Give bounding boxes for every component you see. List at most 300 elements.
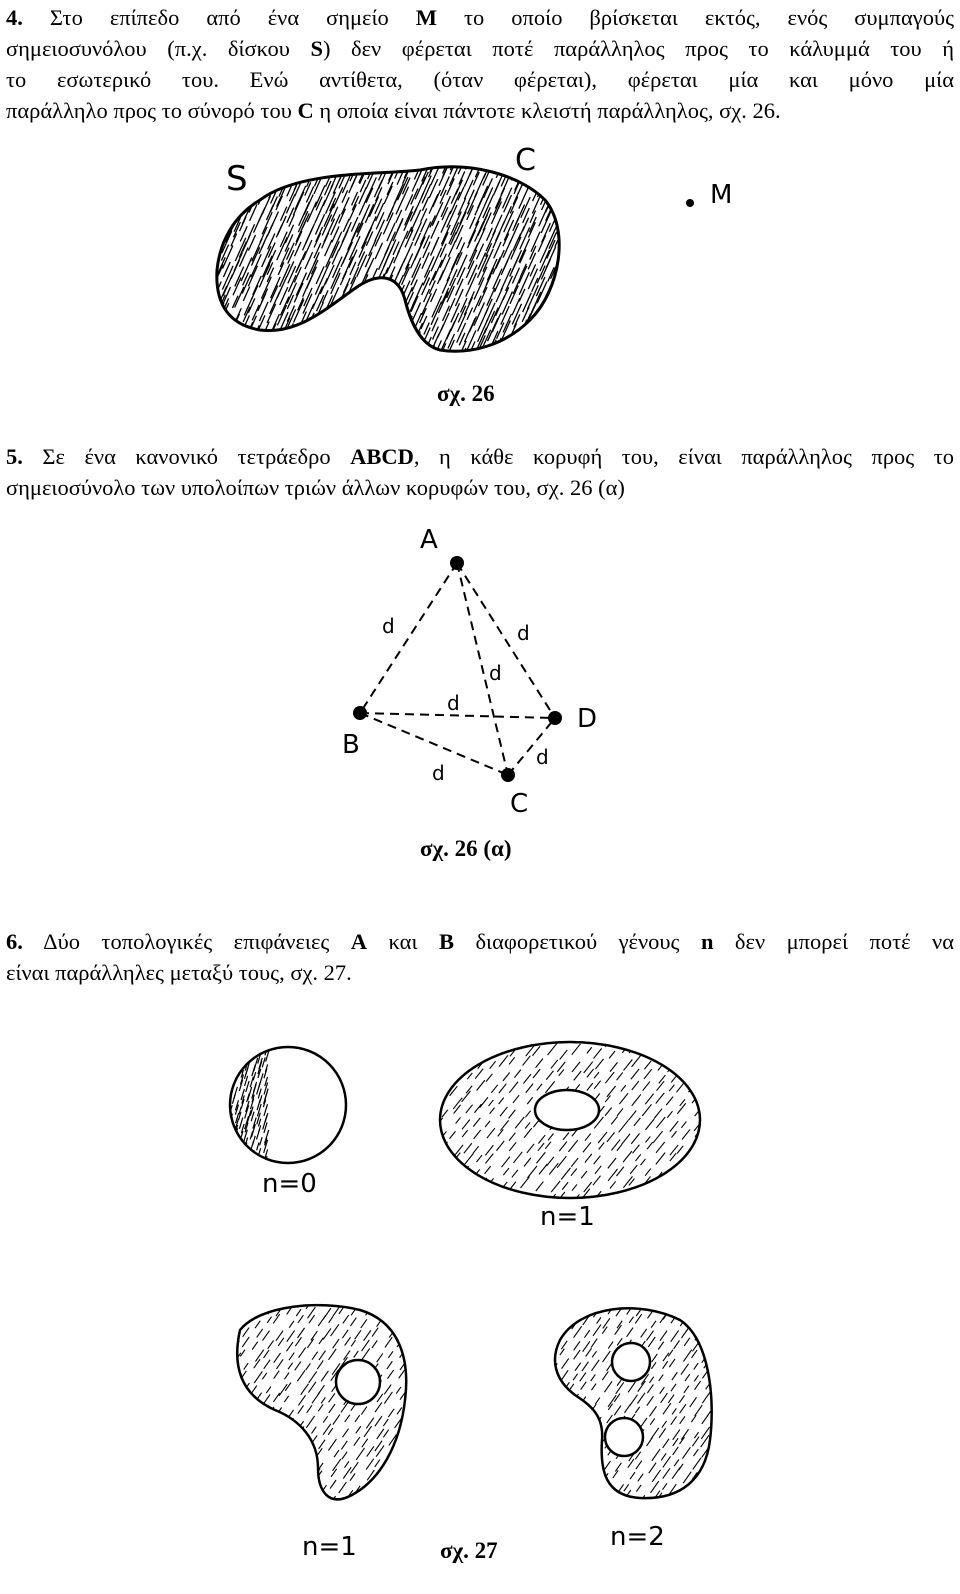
hatch-stroke bbox=[256, 1484, 263, 1494]
hatch-stroke bbox=[549, 1481, 555, 1489]
section-6-line-1: 6. Δύο τοπολογικές επιφάνειες A και B διαφορετικού γένους n δεν μπορεί ποτέ να bbox=[6, 929, 955, 954]
surface-genus-2-hole-bottom bbox=[605, 1418, 643, 1456]
hatch-stroke bbox=[627, 1328, 633, 1337]
hatch-stroke bbox=[581, 1171, 587, 1178]
hatch-stroke bbox=[395, 1463, 401, 1471]
hatch-stroke bbox=[528, 1166, 538, 1178]
hatch-stroke bbox=[661, 1295, 666, 1302]
hatch-stroke bbox=[569, 1482, 575, 1491]
hatch-stroke bbox=[474, 1130, 481, 1139]
hatch-stroke bbox=[583, 1473, 589, 1482]
hatch-stroke bbox=[617, 1072, 623, 1080]
hatch-stroke bbox=[582, 1293, 589, 1304]
hatch-stroke bbox=[246, 1428, 252, 1437]
hatch-stroke bbox=[580, 1450, 585, 1457]
hatch-stroke bbox=[312, 1352, 318, 1360]
hatch-stroke bbox=[671, 1131, 676, 1137]
hatch-stroke bbox=[617, 1362, 622, 1369]
hatch-stroke bbox=[257, 1142, 259, 1150]
hatch-stroke bbox=[547, 1316, 554, 1326]
hatch-stroke bbox=[646, 1437, 652, 1446]
figure-26a-caption: σχ. 26 (α) bbox=[420, 836, 512, 861]
edge-label-ad: d bbox=[517, 621, 530, 645]
hatch-stroke bbox=[363, 1496, 369, 1505]
hatch-stroke bbox=[366, 1504, 372, 1513]
hatch-stroke bbox=[442, 1178, 451, 1190]
hatch-stroke bbox=[233, 1305, 238, 1312]
vertex-c-label: C bbox=[510, 789, 529, 819]
hatch-stroke bbox=[350, 1462, 358, 1473]
hatch-stroke bbox=[396, 1387, 401, 1394]
hatch-stroke bbox=[707, 1492, 714, 1502]
hatch-stroke bbox=[232, 1473, 239, 1482]
hatch-stroke bbox=[250, 1077, 253, 1087]
hatch-stroke bbox=[386, 1491, 391, 1498]
hatch-stroke bbox=[512, 1170, 518, 1178]
hatch-stroke bbox=[645, 1119, 654, 1130]
hatch-stroke bbox=[692, 1155, 697, 1161]
hatch-stroke bbox=[409, 1294, 416, 1305]
hatch-stroke bbox=[574, 1472, 579, 1479]
hatch-stroke bbox=[559, 1069, 564, 1075]
hatch-stroke bbox=[663, 1353, 669, 1361]
hatch-stroke bbox=[674, 1459, 679, 1466]
hatch-stroke bbox=[526, 1084, 533, 1093]
hatch-stroke bbox=[605, 1107, 612, 1115]
hatch-stroke bbox=[257, 1495, 261, 1501]
hatch-stroke bbox=[246, 1473, 254, 1484]
hatch-stroke bbox=[383, 1508, 388, 1515]
hatch-stroke bbox=[362, 1439, 368, 1447]
hatch-stroke bbox=[229, 1152, 232, 1162]
hatch-stroke bbox=[557, 1062, 565, 1072]
hatch-stroke bbox=[246, 1081, 249, 1092]
vertex-d-label: D bbox=[577, 704, 598, 734]
hatch-stroke bbox=[595, 1451, 601, 1460]
hatch-stroke bbox=[546, 1071, 553, 1080]
hatch-stroke bbox=[694, 1071, 703, 1083]
hatch-stroke bbox=[310, 1506, 317, 1516]
hatch-stroke bbox=[407, 1395, 415, 1407]
hatch-stroke bbox=[410, 1470, 414, 1476]
hatch-stroke bbox=[406, 1348, 412, 1356]
hatch-stroke bbox=[364, 1330, 371, 1340]
hatch-stroke bbox=[503, 1073, 510, 1081]
hatch-stroke bbox=[560, 1050, 568, 1060]
hatch-stroke bbox=[561, 1168, 570, 1179]
hatch-stroke bbox=[311, 1427, 316, 1434]
hatch-stroke bbox=[672, 1467, 680, 1478]
hatch-stroke bbox=[548, 1407, 555, 1417]
hatch-stroke bbox=[321, 1397, 325, 1403]
hatch-stroke bbox=[603, 1318, 610, 1328]
hatch-stroke bbox=[547, 1382, 553, 1391]
hatch-stroke bbox=[592, 1360, 600, 1371]
hatch-stroke bbox=[513, 1095, 519, 1103]
hatch-stroke bbox=[277, 1293, 283, 1302]
hatch-stroke bbox=[480, 1097, 488, 1108]
hatch-stroke bbox=[387, 1361, 392, 1369]
hatch-stroke bbox=[234, 1436, 240, 1444]
hatch-stroke bbox=[309, 1371, 317, 1382]
hatch-stroke bbox=[461, 1181, 470, 1192]
hatch-stroke bbox=[694, 1432, 698, 1438]
hatch-stroke bbox=[706, 1304, 714, 1316]
hatch-stroke bbox=[644, 1069, 652, 1079]
hatch-stroke bbox=[569, 1298, 576, 1308]
hatch-stroke bbox=[608, 1158, 616, 1168]
hatch-stroke bbox=[630, 1472, 635, 1479]
hatch-stroke bbox=[537, 1084, 542, 1091]
hatch-stroke bbox=[591, 1384, 596, 1391]
hatch-stroke bbox=[561, 1471, 565, 1477]
hatch-stroke bbox=[455, 1180, 460, 1186]
hatch-stroke bbox=[684, 1338, 690, 1346]
hatch-stroke bbox=[610, 1181, 616, 1188]
hatch-stroke bbox=[616, 1167, 623, 1176]
hatch-stroke bbox=[702, 1371, 708, 1379]
hatch-stroke bbox=[598, 1035, 604, 1043]
hatch-stroke bbox=[608, 1169, 617, 1181]
hatch-stroke bbox=[678, 1045, 687, 1056]
hatch-stroke bbox=[642, 1104, 651, 1116]
hatch-stroke bbox=[253, 1038, 256, 1049]
hatch-stroke bbox=[343, 1429, 349, 1438]
hatch-stroke bbox=[659, 1428, 666, 1437]
hatch-stroke bbox=[572, 1463, 578, 1472]
hatch-stroke bbox=[466, 1105, 473, 1113]
hatch-stroke bbox=[635, 1294, 643, 1306]
hatch-stroke bbox=[345, 1337, 351, 1345]
hatch-stroke bbox=[263, 1116, 267, 1130]
hatch-stroke bbox=[364, 1295, 369, 1302]
hatch-stroke bbox=[626, 1348, 633, 1358]
hatch-stroke bbox=[227, 1141, 230, 1151]
hatch-stroke bbox=[611, 1195, 616, 1201]
hatch-stroke bbox=[461, 1038, 469, 1048]
hatch-stroke bbox=[254, 1438, 259, 1445]
hatch-stroke bbox=[622, 1134, 630, 1144]
hatch-stroke bbox=[667, 1036, 675, 1046]
hatch-stroke bbox=[329, 1404, 335, 1413]
hatch-stroke bbox=[615, 1463, 621, 1472]
hatch-stroke bbox=[375, 1460, 380, 1467]
hatch-stroke bbox=[321, 1371, 328, 1381]
hatch-stroke bbox=[333, 1339, 340, 1348]
hatch-stroke bbox=[616, 1296, 621, 1303]
hatch-stroke bbox=[509, 1142, 516, 1151]
hatch-stroke bbox=[572, 1184, 577, 1190]
hatch-stroke bbox=[319, 1338, 323, 1344]
hatch-stroke bbox=[287, 1330, 295, 1341]
hatch-stroke bbox=[632, 1081, 639, 1090]
hatch-stroke bbox=[330, 1480, 336, 1489]
hatch-stroke bbox=[297, 1328, 304, 1338]
hatch-stroke bbox=[509, 1110, 516, 1119]
hatch-stroke bbox=[663, 1403, 671, 1414]
hatch-stroke bbox=[384, 1385, 391, 1395]
hatch-stroke bbox=[586, 1495, 594, 1506]
hatch-stroke bbox=[456, 1117, 461, 1123]
hatch-stroke bbox=[575, 1437, 580, 1444]
hatch-stroke bbox=[235, 1146, 239, 1159]
hatch-stroke bbox=[233, 1044, 237, 1058]
hatch-stroke bbox=[677, 1169, 682, 1176]
hatch-stroke bbox=[232, 1447, 240, 1459]
hatch-stroke bbox=[449, 1131, 455, 1139]
hatch-stroke bbox=[355, 1330, 361, 1339]
hatch-stroke bbox=[595, 1484, 600, 1491]
hatch-stroke bbox=[570, 1414, 578, 1426]
hatch-stroke bbox=[575, 1363, 581, 1371]
hatch-stroke bbox=[587, 1069, 594, 1077]
hatch-stroke bbox=[477, 1155, 483, 1162]
hatch-stroke bbox=[264, 1041, 267, 1049]
hatch-stroke bbox=[345, 1415, 350, 1422]
hatch-stroke bbox=[285, 1507, 291, 1516]
hatch-stroke bbox=[317, 1360, 323, 1369]
hatch-stroke bbox=[607, 1086, 616, 1097]
hatch-stroke bbox=[356, 1363, 363, 1374]
hatch-stroke bbox=[257, 1129, 260, 1139]
hatch-stroke bbox=[570, 1402, 577, 1412]
hatch-stroke bbox=[356, 1296, 361, 1303]
hatch-stroke bbox=[598, 1132, 607, 1143]
hatch-stroke bbox=[683, 1447, 691, 1458]
hatch-stroke bbox=[582, 1362, 589, 1371]
hatch-stroke bbox=[653, 1131, 662, 1143]
hatch-stroke bbox=[452, 1169, 459, 1178]
hatch-stroke bbox=[673, 1447, 679, 1455]
hatch-stroke bbox=[655, 1191, 660, 1197]
hatch-stroke bbox=[243, 1328, 249, 1337]
hatch-stroke bbox=[240, 1050, 244, 1063]
hatch-stroke bbox=[299, 1462, 306, 1472]
hatch-stroke bbox=[641, 1159, 646, 1165]
hatch-stroke bbox=[666, 1097, 673, 1106]
hatch-stroke bbox=[317, 1448, 322, 1456]
hatch-stroke bbox=[289, 1321, 294, 1328]
hatch-stroke bbox=[690, 1397, 697, 1407]
hatch-stroke bbox=[701, 1299, 706, 1306]
hatch-stroke bbox=[595, 1293, 601, 1302]
hatch-stroke bbox=[604, 1381, 612, 1392]
hatch-stroke bbox=[438, 1191, 448, 1203]
hatch-stroke bbox=[509, 1182, 515, 1190]
hatch-stroke bbox=[656, 1093, 665, 1104]
hatch-stroke bbox=[668, 1045, 675, 1053]
hatch-stroke bbox=[680, 1404, 686, 1413]
surface-genus-2-hole-top bbox=[612, 1343, 650, 1381]
hatch-stroke bbox=[617, 1108, 623, 1115]
figure-27-caption: σχ. 27 bbox=[440, 1538, 498, 1563]
hatch-stroke bbox=[656, 1045, 662, 1053]
hatch-stroke bbox=[546, 1106, 553, 1114]
hatch-stroke bbox=[692, 1350, 698, 1358]
hatch-stroke bbox=[651, 1481, 659, 1493]
section-4-line-2: σημειοσυνόλου (π.χ. δίσκου S) δεν φέρεται ποτέ παράλληλος προς το κάλυμμά του ή bbox=[6, 36, 955, 61]
hatch-stroke bbox=[625, 1368, 633, 1379]
hatch-stroke bbox=[361, 1319, 367, 1328]
hatch-stroke bbox=[411, 1406, 416, 1413]
hatch-stroke bbox=[681, 1429, 688, 1439]
hatch-stroke bbox=[662, 1421, 667, 1428]
hatch-stroke bbox=[616, 1382, 624, 1393]
hatch-stroke bbox=[367, 1446, 374, 1456]
hatch-stroke bbox=[696, 1062, 702, 1069]
hatch-stroke bbox=[645, 1136, 650, 1142]
hatch-stroke bbox=[624, 1484, 629, 1491]
hatch-stroke bbox=[479, 1189, 487, 1200]
hatch-stroke bbox=[408, 1303, 416, 1314]
hatch-stroke bbox=[399, 1494, 406, 1504]
label-torus-genus: n=1 bbox=[540, 1202, 595, 1232]
hatch-stroke bbox=[689, 1047, 694, 1053]
hatch-stroke bbox=[636, 1485, 641, 1492]
hatch-stroke bbox=[695, 1179, 704, 1190]
hatch-stroke bbox=[442, 1168, 448, 1175]
hatch-stroke bbox=[646, 1331, 653, 1341]
label-sphere-genus: n=0 bbox=[262, 1169, 317, 1199]
section-4-line-4: παράλληλο προς το σύνορό του C η οποία είναι πάντοτε κλειστή παράλληλος, σχ. 26. bbox=[6, 98, 781, 123]
hatch-stroke bbox=[244, 1418, 249, 1425]
hatch-stroke bbox=[287, 1451, 293, 1460]
hatch-stroke bbox=[276, 1474, 283, 1484]
hatch-stroke bbox=[614, 1406, 621, 1416]
hatch-stroke bbox=[628, 1382, 635, 1392]
hatch-stroke bbox=[631, 1134, 639, 1144]
hatch-stroke bbox=[473, 1118, 480, 1127]
hatch-stroke bbox=[563, 1132, 569, 1139]
hatch-stroke bbox=[245, 1447, 251, 1455]
hatch-stroke bbox=[632, 1055, 641, 1067]
hatch-stroke bbox=[509, 1082, 518, 1093]
hatch-stroke bbox=[297, 1370, 305, 1381]
hatch-stroke bbox=[240, 1480, 245, 1487]
hatch-stroke bbox=[669, 1189, 678, 1200]
hatch-stroke bbox=[707, 1328, 715, 1339]
hatch-stroke bbox=[645, 1094, 653, 1104]
hatch-stroke bbox=[670, 1145, 678, 1155]
hatch-stroke bbox=[342, 1330, 348, 1338]
hatch-stroke bbox=[244, 1405, 252, 1416]
hatch-stroke bbox=[634, 1118, 640, 1126]
hatch-stroke bbox=[584, 1035, 590, 1042]
hatch-stroke bbox=[551, 1462, 558, 1472]
hatch-stroke bbox=[594, 1081, 600, 1089]
hatch-stroke bbox=[561, 1341, 567, 1349]
hatch-stroke bbox=[583, 1142, 591, 1152]
hatch-stroke bbox=[355, 1415, 360, 1422]
hatch-stroke bbox=[256, 1427, 261, 1435]
hatch-stroke bbox=[681, 1364, 689, 1375]
label-surface-genus-1: n=1 bbox=[302, 1532, 357, 1562]
hatch-stroke bbox=[652, 1449, 660, 1461]
figure-26-caption: σχ. 26 bbox=[437, 381, 495, 406]
hatch-stroke bbox=[660, 1387, 665, 1394]
hatch-stroke bbox=[407, 1369, 413, 1378]
hatch-stroke bbox=[572, 1062, 580, 1072]
hatch-stroke bbox=[375, 1416, 382, 1426]
hatch-stroke bbox=[651, 1321, 656, 1328]
hatch-stroke bbox=[234, 1493, 242, 1505]
edge-label-bd: d bbox=[447, 691, 460, 715]
hatch-stroke bbox=[296, 1448, 302, 1456]
hatch-stroke bbox=[228, 1146, 232, 1160]
hatch-stroke bbox=[307, 1405, 312, 1413]
edge-label-cd: d bbox=[536, 745, 549, 769]
hatch-stroke bbox=[333, 1307, 340, 1316]
hatch-stroke bbox=[548, 1350, 554, 1359]
hatch-stroke bbox=[595, 1398, 600, 1405]
hatch-stroke bbox=[323, 1416, 327, 1422]
hatch-stroke bbox=[343, 1315, 349, 1323]
hatch-stroke bbox=[318, 1404, 323, 1411]
hatch-stroke bbox=[331, 1324, 339, 1336]
hatch-stroke bbox=[232, 1093, 235, 1104]
hatch-stroke bbox=[350, 1384, 355, 1391]
hatch-stroke bbox=[257, 1393, 261, 1399]
hatch-stroke bbox=[409, 1431, 414, 1438]
hatch-stroke bbox=[656, 1153, 665, 1165]
hatch-stroke bbox=[284, 1373, 289, 1380]
hatch-stroke bbox=[460, 1061, 467, 1070]
hatch-stroke bbox=[375, 1402, 382, 1412]
hatch-stroke bbox=[295, 1337, 301, 1346]
hatch-stroke bbox=[405, 1453, 410, 1460]
hatch-stroke bbox=[683, 1034, 690, 1043]
hatch-stroke bbox=[362, 1348, 370, 1360]
hatch-stroke bbox=[301, 1384, 309, 1395]
hatch-stroke bbox=[296, 1309, 301, 1316]
hatch-stroke bbox=[289, 1410, 294, 1417]
hatch-stroke bbox=[623, 1036, 629, 1043]
hatch-stroke bbox=[485, 1189, 491, 1196]
hatch-stroke bbox=[627, 1426, 632, 1433]
hatch-stroke bbox=[581, 1096, 586, 1102]
hatch-stroke bbox=[587, 1083, 593, 1090]
hatch-stroke bbox=[308, 1382, 316, 1393]
hatch-stroke bbox=[693, 1482, 698, 1489]
hatch-stroke bbox=[671, 1330, 679, 1341]
hatch-stroke bbox=[342, 1452, 347, 1460]
hatch-stroke bbox=[572, 1495, 579, 1504]
hatch-stroke bbox=[247, 1110, 251, 1124]
hatch-stroke bbox=[672, 1372, 677, 1380]
hatch-stroke bbox=[502, 1157, 510, 1167]
hatch-stroke bbox=[583, 1424, 590, 1434]
hatch-stroke bbox=[329, 1317, 333, 1323]
hatch-stroke bbox=[559, 1142, 567, 1152]
hatch-stroke bbox=[660, 1331, 667, 1341]
hatch-stroke bbox=[701, 1427, 709, 1439]
hatch-stroke bbox=[255, 1321, 260, 1328]
hatch-stroke bbox=[499, 1084, 507, 1093]
hatch-stroke bbox=[661, 1453, 666, 1460]
hatch-stroke bbox=[656, 1142, 665, 1153]
hatch-stroke bbox=[400, 1437, 405, 1444]
hatch-stroke bbox=[624, 1059, 633, 1070]
hatch-stroke bbox=[312, 1392, 320, 1403]
hatch-stroke bbox=[594, 1072, 599, 1078]
hatch-stroke bbox=[251, 1386, 257, 1395]
hatch-stroke bbox=[595, 1059, 603, 1069]
hatch-stroke bbox=[278, 1338, 284, 1346]
hatch-stroke bbox=[523, 1074, 531, 1083]
hatch-stroke bbox=[673, 1430, 680, 1440]
hatch-stroke bbox=[267, 1495, 274, 1506]
hatch-stroke bbox=[440, 1048, 446, 1056]
